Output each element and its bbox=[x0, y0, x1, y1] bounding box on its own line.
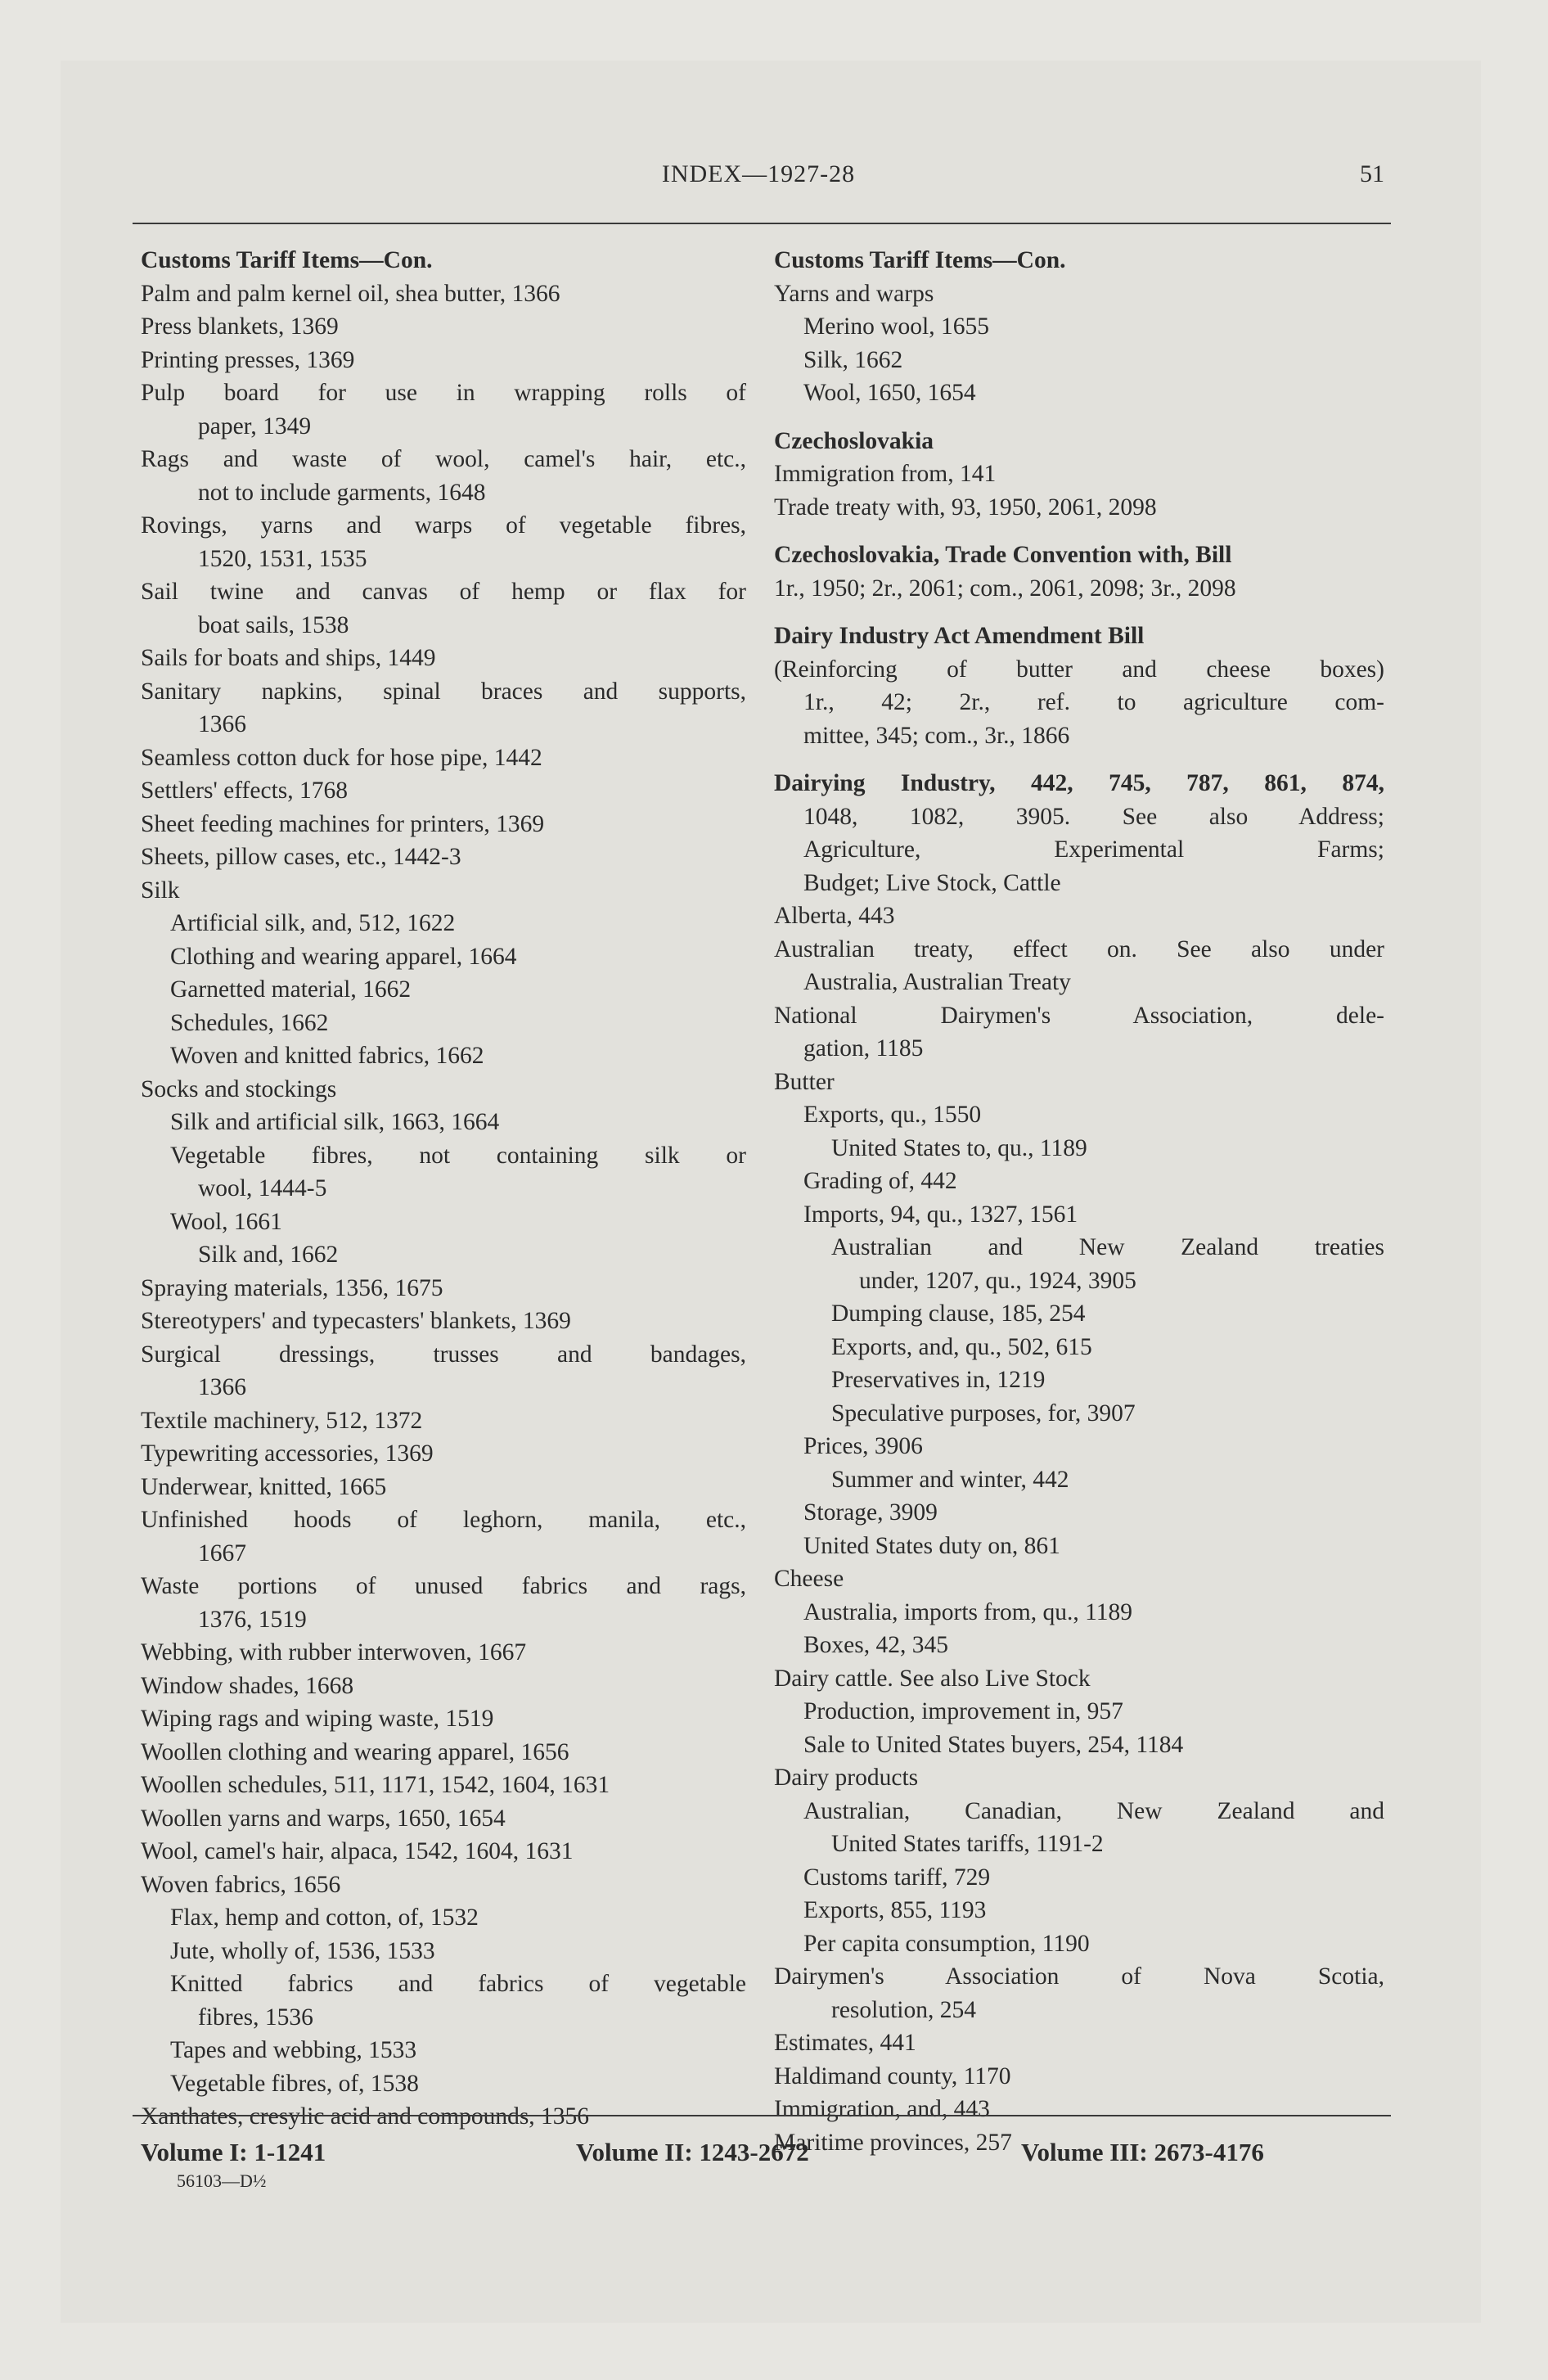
index-entry: Customs tariff, 729 bbox=[803, 1864, 991, 1891]
index-entry: 1366 bbox=[198, 711, 246, 737]
entry-spacer bbox=[774, 752, 1384, 767]
index-entry: Boxes, 42, 345 bbox=[803, 1632, 948, 1658]
print-code: 56103—D½ bbox=[177, 2170, 267, 2191]
index-entry: Wool, camel's hair, alpaca, 1542, 1604, 1631 bbox=[141, 1838, 574, 1864]
index-entry: Immigration, and, 443 bbox=[774, 2096, 990, 2122]
index-entry: 1376, 1519 bbox=[198, 1606, 307, 1633]
index-entry: Prices, 3906 bbox=[803, 1433, 923, 1459]
index-entry: Underwear, knitted, 1665 bbox=[141, 1473, 387, 1500]
index-entry: Wool, 1661 bbox=[170, 1208, 282, 1235]
index-entry: Dairy cattle. See also Live Stock bbox=[774, 1665, 1091, 1692]
index-entry: Artificial silk, and, 512, 1622 bbox=[170, 910, 456, 936]
index-entry: (Reinforcing of butter and cheese boxes) bbox=[774, 656, 1384, 683]
index-entry: Unfinished hoods of leghorn, manila, etc., bbox=[141, 1507, 746, 1533]
index-entry: Dairy products bbox=[774, 1765, 919, 1791]
index-entry: Press blankets, 1369 bbox=[141, 313, 339, 340]
index-heading: Dairy Industry Act Amendment Bill bbox=[774, 623, 1145, 649]
entry-spacer bbox=[774, 605, 1384, 620]
index-entry: Budget; Live Stock, Cattle bbox=[803, 869, 1061, 896]
index-entry: Palm and palm kernel oil, shea butter, 1366 bbox=[141, 280, 560, 307]
index-entry: 1r., 1950; 2r., 2061; com., 2061, 2098; 3r., 2098 bbox=[774, 575, 1236, 602]
index-entry: 1520, 1531, 1535 bbox=[198, 545, 367, 572]
index-entry: Storage, 3909 bbox=[803, 1499, 938, 1526]
index-entry: Maritime provinces, 257 bbox=[774, 2129, 1012, 2156]
index-entry: Estimates, 441 bbox=[774, 2030, 916, 2056]
index-entry: Imports, 94, qu., 1327, 1561 bbox=[803, 1201, 1078, 1228]
index-entry: Merino wool, 1655 bbox=[803, 313, 989, 340]
index-entry: Speculative purposes, for, 3907 bbox=[831, 1400, 1136, 1427]
volume-1-range: Volume I: 1-1241 bbox=[141, 2138, 326, 2166]
index-entry: paper, 1349 bbox=[198, 412, 312, 439]
index-entry: Dumping clause, 185, 254 bbox=[831, 1300, 1086, 1327]
index-entry: Typewriting accessories, 1369 bbox=[141, 1440, 434, 1467]
index-heading: Customs Tariff Items—Con. bbox=[774, 247, 1066, 273]
index-entry: under, 1207, qu., 1924, 3905 bbox=[859, 1267, 1136, 1294]
running-title: INDEX—1927-28 bbox=[661, 160, 856, 187]
index-entry: Webbing, with rubber interwoven, 1667 bbox=[141, 1639, 527, 1666]
index-entry: 1048, 1082, 3905. See also Address; bbox=[803, 803, 1384, 830]
index-entry: 1r., 42; 2r., ref. to agriculture com- bbox=[803, 689, 1384, 715]
index-entry: Textile machinery, 512, 1372 bbox=[141, 1407, 423, 1434]
index-entry: Window shades, 1668 bbox=[141, 1672, 354, 1699]
index-entry: Summer and winter, 442 bbox=[831, 1466, 1069, 1493]
index-entry: Cheese bbox=[774, 1566, 844, 1592]
entry-spacer bbox=[774, 524, 1384, 539]
index-entry: Surgical dressings, trusses and bandages, bbox=[141, 1341, 746, 1368]
index-entry: fibres, 1536 bbox=[198, 2004, 313, 2031]
index-entry: mittee, 345; com., 3r., 1866 bbox=[803, 722, 1070, 749]
index-entry: Xanthates, cresylic acid and compounds, 1356 bbox=[141, 2103, 590, 2130]
index-entry: Woollen schedules, 511, 1171, 1542, 1604, 1631 bbox=[141, 1772, 610, 1798]
index-heading: Dairying Industry, 442, 745, 787, 861, 874, bbox=[774, 770, 1384, 796]
index-entry: Socks and stockings bbox=[141, 1075, 337, 1102]
volume-2-range: Volume II: 1243-2672 bbox=[576, 2138, 809, 2166]
index-entry: Vegetable fibres, not containing silk or bbox=[170, 1142, 746, 1169]
index-entry: Australian, Canadian, New Zealand and bbox=[803, 1797, 1384, 1824]
index-entry: Wool, 1650, 1654 bbox=[803, 380, 976, 406]
index-entry: Per capita consumption, 1190 bbox=[803, 1930, 1090, 1957]
index-entry: Woollen clothing and wearing apparel, 1656 bbox=[141, 1738, 569, 1765]
index-entry: Australia, imports from, qu., 1189 bbox=[803, 1598, 1133, 1625]
index-entry: Sails for boats and ships, 1449 bbox=[141, 645, 436, 671]
index-entry: Production, improvement in, 957 bbox=[803, 1698, 1123, 1724]
index-entry: National Dairymen's Association, dele- bbox=[774, 1002, 1384, 1029]
index-entry: Spraying materials, 1356, 1675 bbox=[141, 1274, 443, 1301]
index-entry: Pulp board for use in wrapping rolls of bbox=[141, 380, 746, 406]
index-entry: Trade treaty with, 93, 1950, 2061, 2098 bbox=[774, 494, 1157, 521]
index-entry: wool, 1444-5 bbox=[198, 1175, 327, 1201]
index-entry: Garnetted material, 1662 bbox=[170, 976, 412, 1003]
index-entry: Exports, 855, 1193 bbox=[803, 1897, 987, 1923]
index-entry: Dairymen's Association of Nova Scotia, bbox=[774, 1963, 1384, 1990]
index-entry: Schedules, 1662 bbox=[170, 1009, 329, 1036]
footer-rule bbox=[133, 2115, 1391, 2116]
index-entry: Preservatives in, 1219 bbox=[831, 1367, 1046, 1393]
index-entry: Exports, qu., 1550 bbox=[803, 1102, 982, 1128]
index-entry: Grading of, 442 bbox=[803, 1168, 957, 1194]
index-entry: Flax, hemp and cotton, of, 1532 bbox=[170, 1904, 479, 1931]
right-index-column bbox=[774, 244, 1384, 2159]
page-number: 51 bbox=[1360, 160, 1384, 187]
index-entry: United States duty on, 861 bbox=[803, 1532, 1060, 1559]
index-entry: Yarns and warps bbox=[774, 280, 934, 307]
index-entry: Rovings, yarns and warps of vegetable fibres, bbox=[141, 512, 746, 539]
index-entry: Silk and, 1662 bbox=[198, 1242, 339, 1268]
index-entry: Exports, and, qu., 502, 615 bbox=[831, 1333, 1092, 1360]
index-entry: Tapes and webbing, 1533 bbox=[170, 2037, 417, 2063]
volume-3-range: Volume III: 2673-4176 bbox=[1021, 2138, 1264, 2166]
index-entry: Sanitary napkins, spinal braces and supports, bbox=[141, 678, 746, 705]
index-entry: Sheets, pillow cases, etc., 1442-3 bbox=[141, 844, 461, 870]
index-entry: Agriculture, Experimental Farms; bbox=[803, 836, 1384, 863]
index-entry: Alberta, 443 bbox=[774, 903, 895, 929]
left-index-column bbox=[141, 244, 746, 2134]
entry-spacer bbox=[774, 410, 1384, 425]
index-entry: Woven fabrics, 1656 bbox=[141, 1871, 341, 1898]
index-entry: Haldimand county, 1170 bbox=[774, 2062, 1011, 2089]
index-entry: Jute, wholly of, 1536, 1533 bbox=[170, 1937, 435, 1964]
index-entry: Seamless cotton duck for hose pipe, 1442 bbox=[141, 744, 542, 771]
index-entry: Waste portions of unused fabrics and rags, bbox=[141, 1573, 746, 1599]
index-entry: not to include garments, 1648 bbox=[198, 479, 486, 506]
index-heading: Czechoslovakia bbox=[774, 427, 934, 454]
index-entry: Knitted fabrics and fabrics of vegetable bbox=[170, 1971, 746, 1997]
index-entry: Australia, Australian Treaty bbox=[803, 969, 1071, 995]
index-entry: Settlers' effects, 1768 bbox=[141, 778, 348, 804]
index-entry: boat sails, 1538 bbox=[198, 611, 349, 638]
index-entry: Vegetable fibres, of, 1538 bbox=[170, 2070, 419, 2097]
index-entry: Printing presses, 1369 bbox=[141, 346, 355, 373]
index-entry: Sheet feeding machines for printers, 1369 bbox=[141, 810, 545, 837]
index-entry: Australian and New Zealand treaties bbox=[831, 1234, 1384, 1260]
index-entry: resolution, 254 bbox=[831, 1996, 976, 2023]
index-entry: Stereotypers' and typecasters' blankets, 1369 bbox=[141, 1308, 571, 1334]
index-entry: Wiping rags and wiping waste, 1519 bbox=[141, 1706, 494, 1732]
index-heading: Czechoslovakia, Trade Convention with, Bill bbox=[774, 542, 1232, 568]
index-entry: Sale to United States buyers, 254, 1184 bbox=[803, 1731, 1184, 1758]
index-entry: Silk, 1662 bbox=[803, 346, 903, 373]
index-entry: Rags and waste of wool, camel's hair, etc., bbox=[141, 446, 746, 472]
index-entry: United States tariffs, 1191-2 bbox=[831, 1831, 1104, 1857]
index-entry: Woollen yarns and warps, 1650, 1654 bbox=[141, 1805, 506, 1832]
index-entry: Immigration from, 141 bbox=[774, 461, 997, 487]
index-entry: Silk and artificial silk, 1663, 1664 bbox=[170, 1109, 500, 1135]
page-header bbox=[133, 160, 1384, 196]
index-entry: Clothing and wearing apparel, 1664 bbox=[170, 943, 517, 970]
header-rule bbox=[133, 223, 1391, 224]
index-entry: 1366 bbox=[198, 1374, 246, 1400]
index-entry: Woven and knitted fabrics, 1662 bbox=[170, 1043, 484, 1069]
index-entry: Silk bbox=[141, 877, 180, 904]
index-entry: Butter bbox=[774, 1068, 835, 1095]
index-heading: Customs Tariff Items—Con. bbox=[141, 247, 433, 273]
index-entry: gation, 1185 bbox=[803, 1035, 924, 1062]
index-entry: United States to, qu., 1189 bbox=[831, 1134, 1087, 1161]
index-entry: Sail twine and canvas of hemp or flax for bbox=[141, 579, 746, 605]
index-entry: Australian treaty, effect on. See also under bbox=[774, 935, 1384, 962]
index-entry: 1667 bbox=[198, 1539, 246, 1566]
